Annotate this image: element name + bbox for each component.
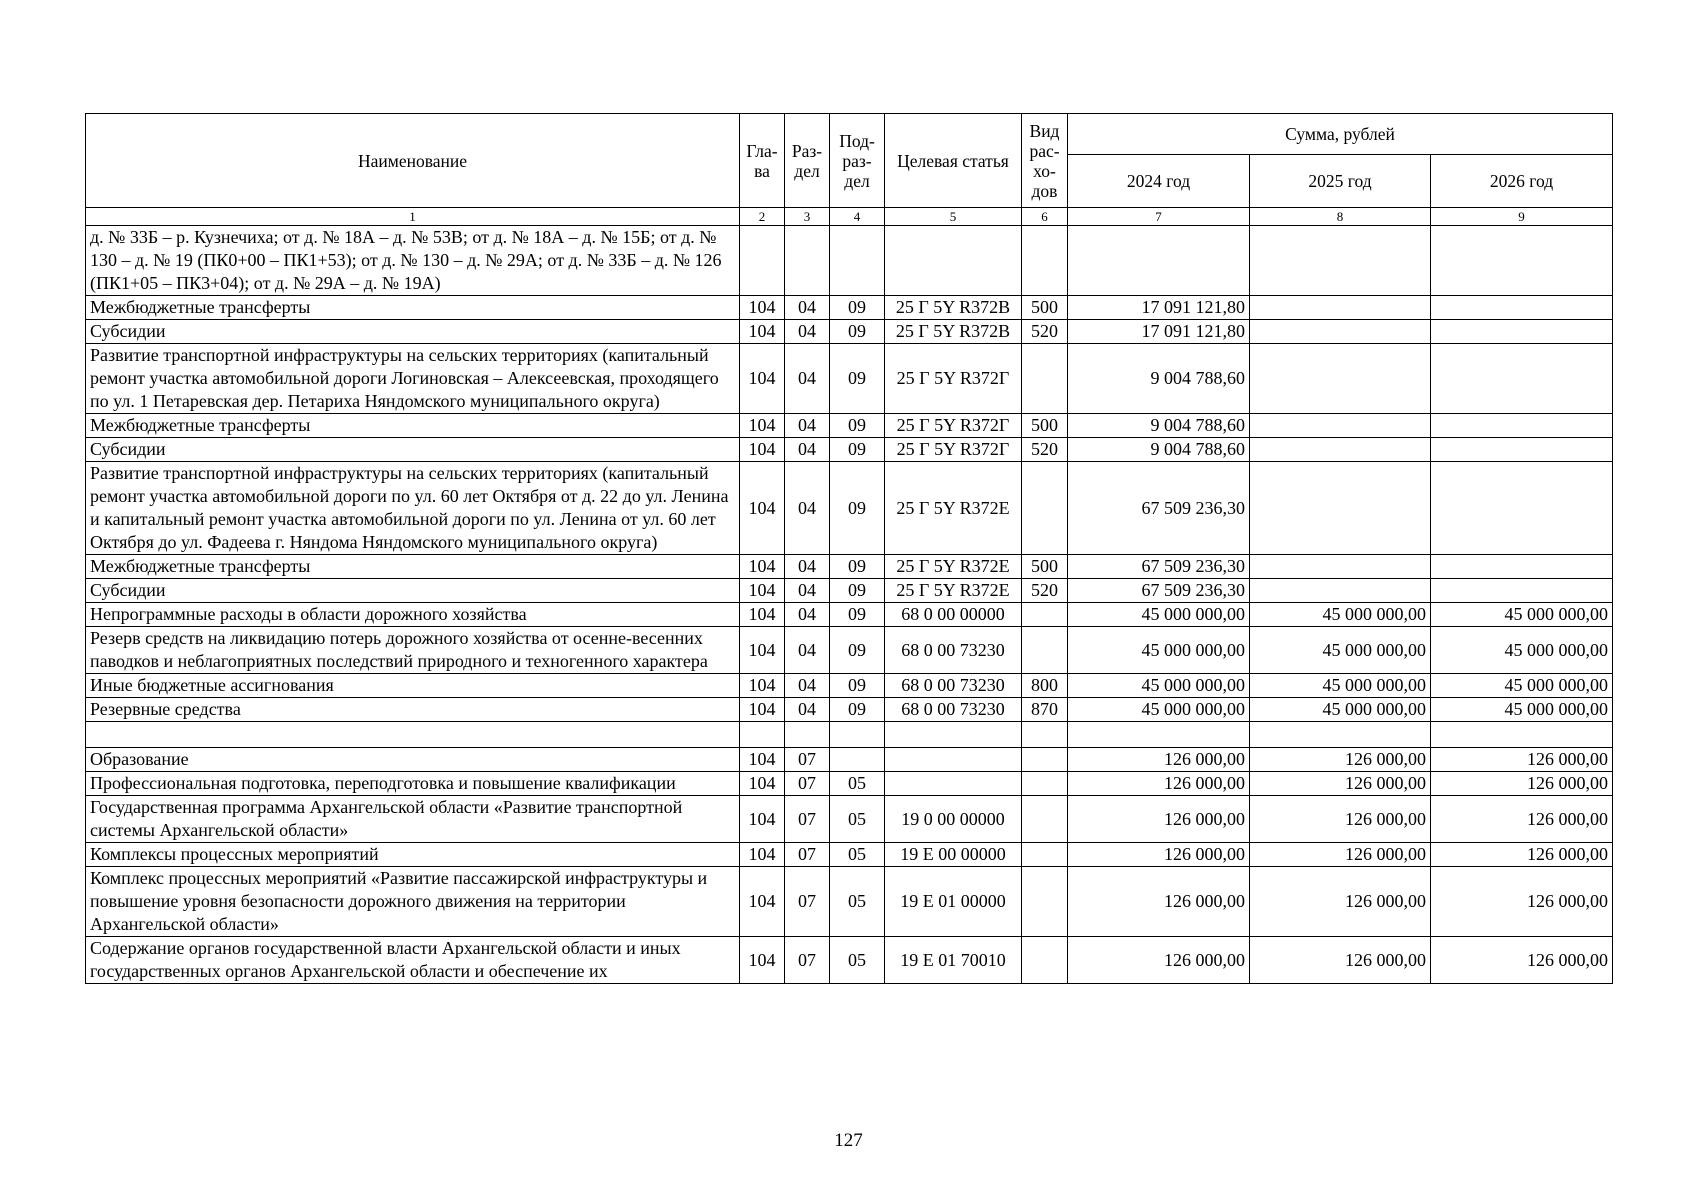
podrazdel-cell: 09	[830, 674, 885, 698]
vid-cell	[1022, 867, 1068, 937]
glava-cell	[740, 226, 785, 296]
amount-2026-cell: 126 000,00	[1431, 748, 1613, 772]
podrazdel-cell: 05	[830, 937, 885, 984]
column-number: 8	[1250, 208, 1431, 226]
table-body	[86, 226, 1613, 984]
table-row	[86, 937, 1613, 984]
row-name-cell: д. № 33Б – р. Кузнечиха; от д. № 18А – д. № 53В; от д. № 18А – д. № 15Б; от д. № 130 – д. № 19 (ПК0+00 – ПК1+53); от д. № 130 – д. № 29А; от д. № 33Б – д. № 126 (ПК1+05 – ПК3+04); от д. № 29А – д. № 19А)	[86, 226, 740, 296]
statya-cell	[885, 722, 1022, 748]
amount-2026-cell: 126 000,00	[1431, 937, 1613, 984]
razdel-cell: 07	[785, 772, 830, 796]
statya-cell: 19 0 00 00000	[885, 796, 1022, 843]
amount-2026-cell	[1431, 344, 1613, 414]
amount-2025-cell: 45 000 000,00	[1250, 627, 1431, 674]
amount-2026-cell: 45 000 000,00	[1431, 603, 1613, 627]
podrazdel-cell: 05	[830, 796, 885, 843]
column-number: 7	[1068, 208, 1250, 226]
razdel-cell: 07	[785, 867, 830, 937]
podrazdel-cell: 09	[830, 627, 885, 674]
vid-cell	[1022, 462, 1068, 555]
amount-2024-cell: 17 091 121,80	[1068, 320, 1250, 344]
vid-cell: 870	[1022, 698, 1068, 722]
podrazdel-cell: 09	[830, 296, 885, 320]
vid-cell: 520	[1022, 320, 1068, 344]
statya-cell: 25 Г 5Y R372В	[885, 320, 1022, 344]
amount-2025-cell: 45 000 000,00	[1250, 698, 1431, 722]
vid-cell	[1022, 722, 1068, 748]
table-header	[86, 114, 1613, 226]
amount-2025-cell	[1250, 462, 1431, 555]
vid-cell	[1022, 627, 1068, 674]
amount-2024-cell: 9 004 788,60	[1068, 414, 1250, 438]
amount-2025-cell: 45 000 000,00	[1250, 603, 1431, 627]
table-row	[86, 226, 1613, 296]
vid-cell	[1022, 937, 1068, 984]
amount-2025-cell: 45 000 000,00	[1250, 674, 1431, 698]
razdel-cell: 07	[785, 796, 830, 843]
glava-cell	[740, 722, 785, 748]
statya-cell	[885, 748, 1022, 772]
row-name-cell: Развитие транспортной инфраструктуры на сельских территориях (капитальный ремонт участка автомобильной дороги Логиновская – Алексеевская, проходящего по ул. 1 Петаревская дер. Петариха Няндомского муниципального округа)	[86, 344, 740, 414]
glava-cell: 104	[740, 937, 785, 984]
col-header-podrazdel: Под-раз-дел	[830, 114, 885, 208]
glava-cell: 104	[740, 344, 785, 414]
row-name-cell: Государственная программа Архангельской области «Развитие транспортной системы Архангельской области»	[86, 796, 740, 843]
glava-cell: 104	[740, 462, 785, 555]
amount-2025-cell	[1250, 344, 1431, 414]
column-number: 9	[1431, 208, 1613, 226]
page-number: 127	[834, 1130, 863, 1151]
amount-2025-cell: 126 000,00	[1250, 937, 1431, 984]
amount-2025-cell: 126 000,00	[1250, 772, 1431, 796]
amount-2024-cell: 67 509 236,30	[1068, 579, 1250, 603]
glava-cell: 104	[740, 796, 785, 843]
statya-cell: 25 Г 5Y R372Е	[885, 579, 1022, 603]
vid-cell	[1022, 796, 1068, 843]
glava-cell: 104	[740, 603, 785, 627]
row-name-cell: Резервные средства	[86, 698, 740, 722]
podrazdel-cell: 09	[830, 555, 885, 579]
glava-cell: 104	[740, 674, 785, 698]
amount-2026-cell: 45 000 000,00	[1431, 674, 1613, 698]
amount-2026-cell: 126 000,00	[1431, 867, 1613, 937]
column-number: 2	[740, 208, 785, 226]
column-number: 4	[830, 208, 885, 226]
vid-cell: 520	[1022, 438, 1068, 462]
amount-2024-cell: 126 000,00	[1068, 867, 1250, 937]
podrazdel-cell: 09	[830, 603, 885, 627]
row-name-cell: Профессиональная подготовка, переподготовка и повышение квалификации	[86, 772, 740, 796]
row-name-cell	[86, 722, 740, 748]
table-row	[86, 555, 1613, 579]
podrazdel-cell: 09	[830, 414, 885, 438]
glava-cell: 104	[740, 843, 785, 867]
amount-2024-cell: 45 000 000,00	[1068, 603, 1250, 627]
table-row	[86, 320, 1613, 344]
row-name-cell: Комплекс процессных мероприятий «Развитие пассажирской инфраструктуры и повышение уровня безопасности дорожного движения на территории Архангельской области»	[86, 867, 740, 937]
glava-cell: 104	[740, 438, 785, 462]
razdel-cell: 04	[785, 344, 830, 414]
amount-2026-cell	[1431, 320, 1613, 344]
row-name-cell: Непрограммные расходы в области дорожного хозяйства	[86, 603, 740, 627]
column-number: 1	[86, 208, 740, 226]
vid-cell	[1022, 226, 1068, 296]
col-header-2025: 2025 год	[1250, 155, 1431, 208]
razdel-cell: 04	[785, 555, 830, 579]
amount-2026-cell	[1431, 414, 1613, 438]
column-number: 3	[785, 208, 830, 226]
col-header-name: Наименование	[86, 114, 740, 208]
glava-cell: 104	[740, 296, 785, 320]
row-name-cell: Субсидии	[86, 579, 740, 603]
amount-2025-cell: 126 000,00	[1250, 748, 1431, 772]
column-number: 6	[1022, 208, 1068, 226]
row-name-cell: Комплексы процессных мероприятий	[86, 843, 740, 867]
vid-cell: 500	[1022, 296, 1068, 320]
table-row	[86, 579, 1613, 603]
statya-cell	[885, 772, 1022, 796]
amount-2026-cell: 45 000 000,00	[1431, 627, 1613, 674]
podrazdel-cell: 05	[830, 772, 885, 796]
amount-2025-cell	[1250, 226, 1431, 296]
razdel-cell: 04	[785, 698, 830, 722]
row-name-cell: Межбюджетные трансферты	[86, 414, 740, 438]
razdel-cell: 04	[785, 627, 830, 674]
statya-cell: 25 Г 5Y R372В	[885, 296, 1022, 320]
podrazdel-cell: 05	[830, 867, 885, 937]
table-row	[86, 462, 1613, 555]
vid-cell: 500	[1022, 414, 1068, 438]
statya-cell: 25 Г 5Y R372Г	[885, 438, 1022, 462]
amount-2026-cell: 126 000,00	[1431, 843, 1613, 867]
col-header-glava: Гла-ва	[740, 114, 785, 208]
row-name-cell: Субсидии	[86, 438, 740, 462]
table-row	[86, 748, 1613, 772]
table-row	[86, 674, 1613, 698]
table-row	[86, 867, 1613, 937]
razdel-cell: 04	[785, 579, 830, 603]
row-name-cell: Субсидии	[86, 320, 740, 344]
amount-2024-cell: 126 000,00	[1068, 772, 1250, 796]
glava-cell: 104	[740, 579, 785, 603]
podrazdel-cell: 05	[830, 843, 885, 867]
table-row	[86, 627, 1613, 674]
statya-cell: 25 Г 5Y R372Е	[885, 462, 1022, 555]
row-name-cell: Образование	[86, 748, 740, 772]
statya-cell: 68 0 00 73230	[885, 627, 1022, 674]
vid-cell	[1022, 344, 1068, 414]
podrazdel-cell: 09	[830, 462, 885, 555]
row-name-cell: Развитие транспортной инфраструктуры на сельских территориях (капитальный ремонт участка автомобильной дороги по ул. 60 лет Октября от д. 22 до ул. Ленина и капитальный ремонт участка автомобильной дороги по ул. Ленина от ул. 60 лет Октября до ул. Фадеева г. Няндома Няндомского муниципального округа)	[86, 462, 740, 555]
podrazdel-cell: 09	[830, 438, 885, 462]
amount-2025-cell	[1250, 579, 1431, 603]
col-header-razdel: Раз-дел	[785, 114, 830, 208]
razdel-cell: 07	[785, 937, 830, 984]
amount-2026-cell	[1431, 226, 1613, 296]
amount-2025-cell	[1250, 414, 1431, 438]
amount-2026-cell	[1431, 438, 1613, 462]
amount-2025-cell	[1250, 438, 1431, 462]
statya-cell: 19 Е 01 70010	[885, 937, 1022, 984]
table-row	[86, 438, 1613, 462]
table-row	[86, 772, 1613, 796]
razdel-cell: 07	[785, 748, 830, 772]
amount-2026-cell	[1431, 296, 1613, 320]
statya-cell: 25 Г 5Y R372Г	[885, 344, 1022, 414]
podrazdel-cell	[830, 748, 885, 772]
statya-cell: 25 Г 5Y R372Е	[885, 555, 1022, 579]
amount-2024-cell: 67 509 236,30	[1068, 555, 1250, 579]
razdel-cell	[785, 722, 830, 748]
glava-cell: 104	[740, 555, 785, 579]
statya-cell: 19 Е 00 00000	[885, 843, 1022, 867]
amount-2024-cell: 45 000 000,00	[1068, 698, 1250, 722]
column-number-row	[86, 208, 1613, 226]
razdel-cell: 07	[785, 843, 830, 867]
statya-cell: 68 0 00 00000	[885, 603, 1022, 627]
column-number: 5	[885, 208, 1022, 226]
amount-2026-cell: 126 000,00	[1431, 796, 1613, 843]
table-row	[86, 843, 1613, 867]
col-header-2026: 2026 год	[1431, 155, 1613, 208]
glava-cell: 104	[740, 627, 785, 674]
vid-cell	[1022, 843, 1068, 867]
table-row	[86, 722, 1613, 748]
col-header-statya: Целевая статья	[885, 114, 1022, 208]
col-header-vid: Вид рас-хо-дов	[1022, 114, 1068, 208]
amount-2026-cell: 126 000,00	[1431, 772, 1613, 796]
amount-2024-cell: 17 091 121,80	[1068, 296, 1250, 320]
amount-2024-cell: 126 000,00	[1068, 843, 1250, 867]
col-header-2024: 2024 год	[1068, 155, 1250, 208]
amount-2025-cell	[1250, 722, 1431, 748]
amount-2024-cell	[1068, 226, 1250, 296]
vid-cell	[1022, 748, 1068, 772]
razdel-cell	[785, 226, 830, 296]
glava-cell: 104	[740, 748, 785, 772]
statya-cell: 68 0 00 73230	[885, 674, 1022, 698]
amount-2026-cell	[1431, 722, 1613, 748]
amount-2026-cell	[1431, 555, 1613, 579]
row-name-cell: Резерв средств на ликвидацию потерь дорожного хозяйства от осенне-весенних паводков и неблагоприятных последствий природного и техногенного характера	[86, 627, 740, 674]
razdel-cell: 04	[785, 674, 830, 698]
razdel-cell: 04	[785, 462, 830, 555]
podrazdel-cell: 09	[830, 579, 885, 603]
amount-2024-cell: 126 000,00	[1068, 748, 1250, 772]
amount-2026-cell: 45 000 000,00	[1431, 698, 1613, 722]
statya-cell	[885, 226, 1022, 296]
table-row	[86, 414, 1613, 438]
razdel-cell: 04	[785, 296, 830, 320]
razdel-cell: 04	[785, 603, 830, 627]
amount-2024-cell: 45 000 000,00	[1068, 674, 1250, 698]
podrazdel-cell: 09	[830, 698, 885, 722]
row-name-cell: Иные бюджетные ассигнования	[86, 674, 740, 698]
table-row	[86, 296, 1613, 320]
row-name-cell: Межбюджетные трансферты	[86, 555, 740, 579]
razdel-cell: 04	[785, 438, 830, 462]
glava-cell: 104	[740, 320, 785, 344]
amount-2025-cell: 126 000,00	[1250, 843, 1431, 867]
glava-cell: 104	[740, 772, 785, 796]
amount-2024-cell: 126 000,00	[1068, 796, 1250, 843]
amount-2025-cell	[1250, 296, 1431, 320]
amount-2024-cell: 45 000 000,00	[1068, 627, 1250, 674]
amount-2025-cell	[1250, 555, 1431, 579]
table-row	[86, 603, 1613, 627]
amount-2024-cell: 67 509 236,30	[1068, 462, 1250, 555]
amount-2024-cell: 9 004 788,60	[1068, 344, 1250, 414]
podrazdel-cell	[830, 722, 885, 748]
vid-cell: 500	[1022, 555, 1068, 579]
amount-2024-cell: 9 004 788,60	[1068, 438, 1250, 462]
amount-2024-cell: 126 000,00	[1068, 937, 1250, 984]
budget-table	[85, 113, 1613, 984]
statya-cell: 19 Е 01 00000	[885, 867, 1022, 937]
glava-cell: 104	[740, 698, 785, 722]
amount-2026-cell	[1431, 579, 1613, 603]
podrazdel-cell: 09	[830, 320, 885, 344]
statya-cell: 68 0 00 73230	[885, 698, 1022, 722]
amount-2025-cell	[1250, 320, 1431, 344]
amount-2025-cell: 126 000,00	[1250, 867, 1431, 937]
amount-2026-cell	[1431, 462, 1613, 555]
col-header-summa: Сумма, рублей	[1068, 114, 1613, 155]
amount-2025-cell: 126 000,00	[1250, 796, 1431, 843]
razdel-cell: 04	[785, 320, 830, 344]
glava-cell: 104	[740, 414, 785, 438]
row-name-cell: Содержание органов государственной власти Архангельской области и иных государственных органов Архангельской области и обеспечение их	[86, 937, 740, 984]
podrazdel-cell: 09	[830, 344, 885, 414]
vid-cell: 520	[1022, 579, 1068, 603]
row-name-cell: Межбюджетные трансферты	[86, 296, 740, 320]
statya-cell: 25 Г 5Y R372Г	[885, 414, 1022, 438]
table-row	[86, 344, 1613, 414]
vid-cell	[1022, 603, 1068, 627]
vid-cell: 800	[1022, 674, 1068, 698]
razdel-cell: 04	[785, 414, 830, 438]
amount-2024-cell	[1068, 722, 1250, 748]
table-row	[86, 796, 1613, 843]
table-row	[86, 698, 1613, 722]
vid-cell	[1022, 772, 1068, 796]
glava-cell: 104	[740, 867, 785, 937]
podrazdel-cell	[830, 226, 885, 296]
